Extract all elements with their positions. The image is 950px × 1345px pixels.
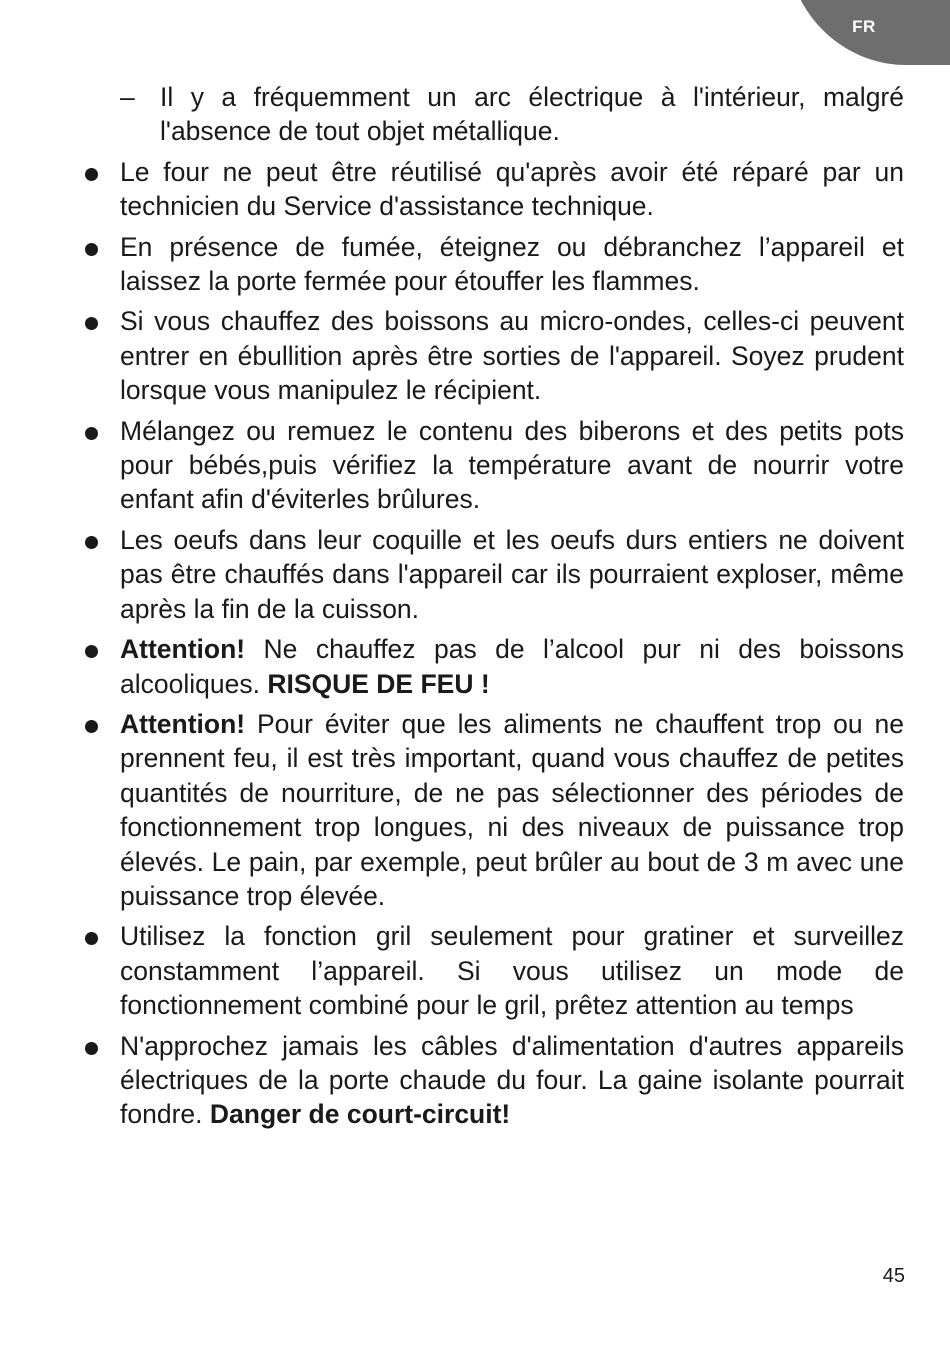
list-item (84, 155, 904, 224)
safety-instructions-list (84, 80, 904, 1138)
bullet-icon (85, 536, 98, 549)
warning-lead: Attention! (120, 708, 246, 739)
item-text: Ne chauffez pas de l’alcool pur ni des boissons alcooliques. (120, 634, 904, 699)
list-item (84, 230, 904, 299)
item-text: Si vous chauffez des boissons au micro-ondes, celles-ci peuvent entrer en ébullition après être sorties de l'appareil. Soyez prudent lorsque vous manipulez le récipient. (120, 306, 904, 406)
item-text: En présence de fumée, éteignez ou débranchez l’appareil et laissez la porte fermée pour étouffer les flammes. (120, 231, 904, 297)
item-text: Il y a fréquemment un arc électrique à l'intérieur, malgré l'absence de tout objet métallique. (160, 82, 904, 147)
bullet-icon (85, 1042, 98, 1055)
language-label: FR (852, 17, 876, 36)
list-item (84, 304, 904, 407)
page-number: 45 (882, 1265, 905, 1287)
bullet-icon (85, 720, 98, 733)
bullet-icon (85, 427, 98, 440)
warning-tail: Danger de court-circuit! (209, 1099, 511, 1130)
list-item (84, 414, 904, 517)
bullet-icon (85, 168, 98, 181)
item-text: N'approchez jamais les câbles d'alimentation d'autres appareils électriques de la porte chaude du four. La gaine isolante pourrait fondre. (120, 1030, 904, 1130)
item-text: Pour éviter que les aliments ne chauffent trop ou ne prennent feu, il est très important, quand vous chauffez de petites quantités de nourriture, de ne pas sélectionner des périodes de fonctionnement trop longues, ni des niveaux de puissance trop élevés. Le pain, par exemple, peut brûler au bout de 3 m avec une puissance trop élevée. (120, 708, 904, 911)
list-item (84, 523, 904, 626)
item-text: Utilisez la fonction gril seulement pour gratiner et surveillez constamment l’appareil. Si vous utilisez un mode de fonctionnement combiné pour le gril, prêtez attention au temps (120, 921, 904, 1021)
item-text: Mélangez ou remuez le contenu des biberons et des petits pots pour bébés,puis vérifiez la température avant de nourrir votre enfant afin d'éviterles brûlures. (120, 415, 904, 515)
bullet-icon (85, 645, 98, 658)
warning-tail: RISQUE DE FEU ! (267, 668, 490, 699)
list-item (84, 919, 904, 1022)
bullet-icon (85, 243, 98, 256)
list-item (84, 1029, 904, 1132)
item-text: Le four ne peut être réutilisé qu'après avoir été réparé par un technicien du Service d'assistance technique. (120, 156, 904, 222)
list-item (84, 707, 904, 913)
warning-lead: Attention! (120, 634, 246, 665)
bullet-icon (85, 932, 98, 945)
bullet-icon (85, 317, 98, 330)
list-item (84, 632, 904, 701)
dash-marker: – (120, 82, 135, 112)
list-item (84, 80, 904, 149)
item-text: Les oeufs dans leur coquille et les oeufs durs entiers ne doivent pas être chauffés dans l'appareil car ils pourraient exploser, même après la fin de la cuisson. (120, 524, 904, 624)
